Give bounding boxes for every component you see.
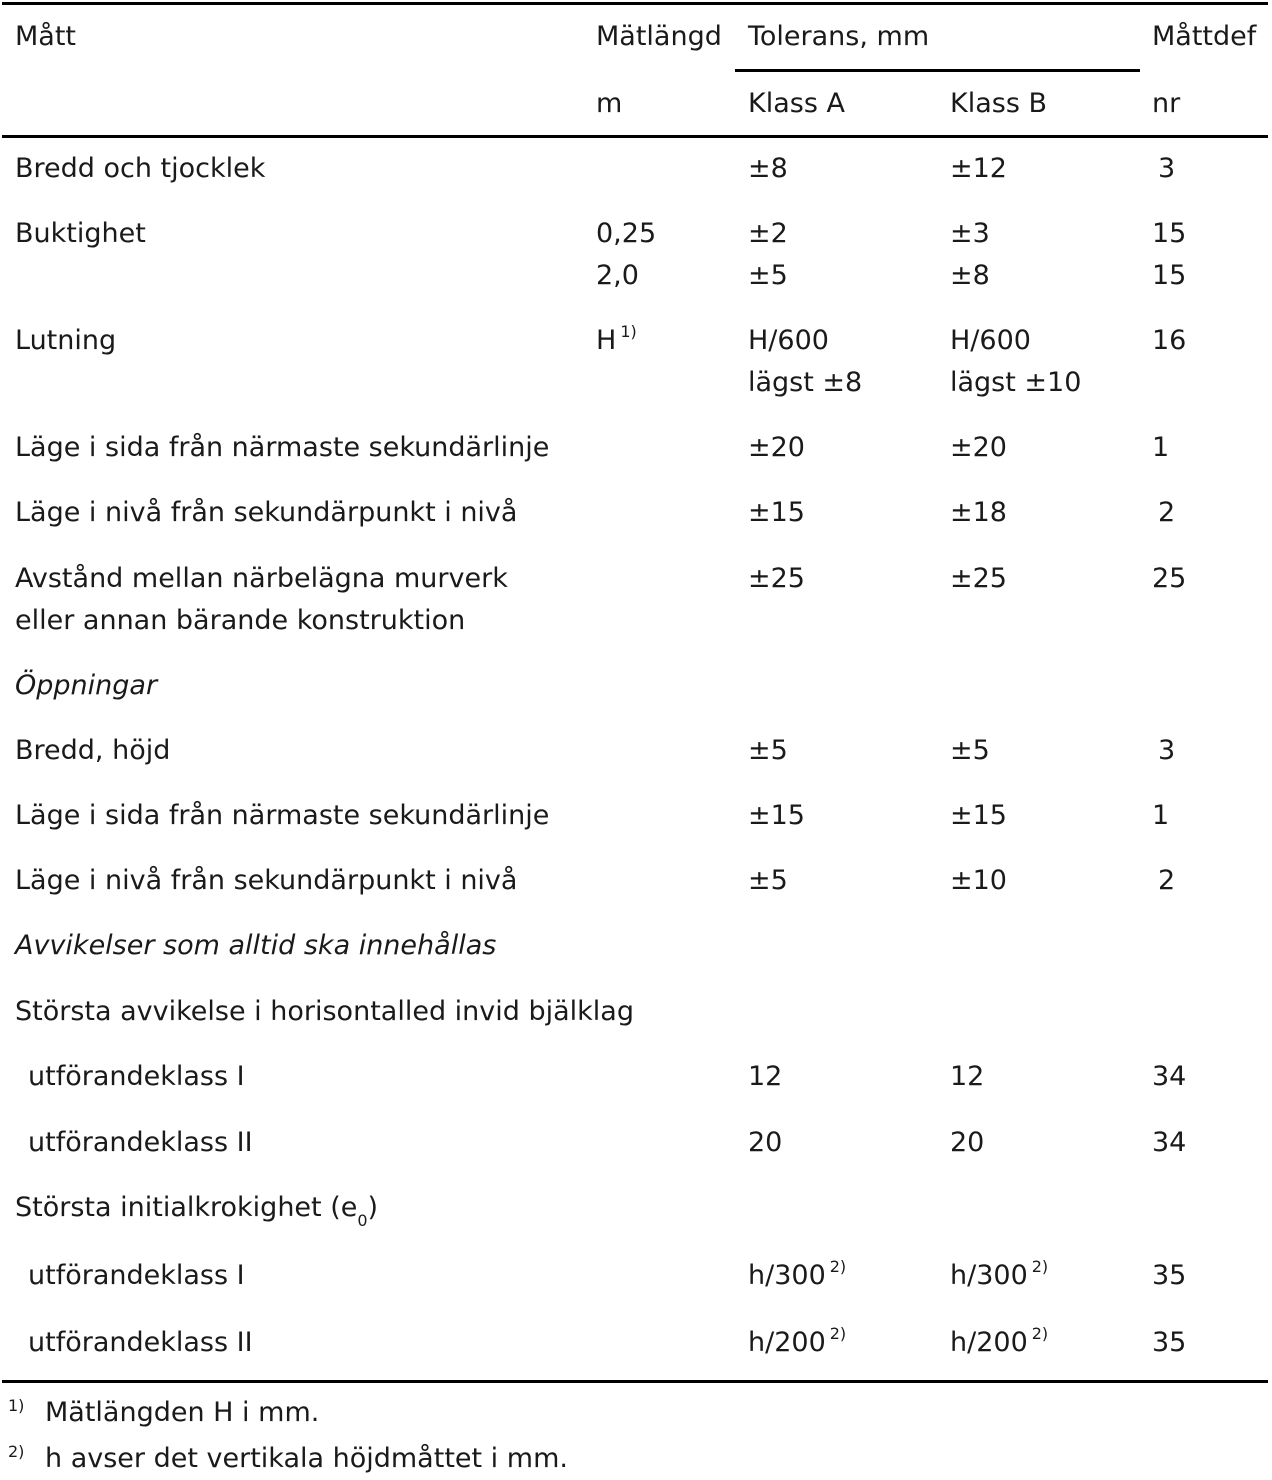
cell-klass-a: ±15 <box>748 800 805 831</box>
cell-mattdef: 35 <box>1152 1327 1187 1358</box>
table-bottom-rule <box>2 1380 1268 1383</box>
cell-klass-a: 12 <box>748 1061 783 1092</box>
section-title-oppningar: Öppningar <box>15 670 158 701</box>
cell-klass-a: H/600 <box>748 325 829 356</box>
row-label: Största avvikelse i horisontalled invid bjälklag <box>15 996 634 1027</box>
cell-mattdef: 25 <box>1152 563 1187 594</box>
cell-klass-b: ±5 <box>950 735 990 766</box>
footnote-ref-2: 2) <box>829 1257 847 1276</box>
cell-matlangd: H $^{1)}$ <box>596 322 637 356</box>
cell-mattdef: 15 <box>1152 218 1187 249</box>
row-label: Största initialkrokighet $(e_0)$ <box>15 1192 379 1231</box>
header-tolerans: Tolerans, mm <box>748 21 930 52</box>
subscript-zero: 0 <box>357 1211 368 1231</box>
header-mattdef: Måttdef <box>1152 21 1257 52</box>
cell-klass-b: ±15 <box>950 800 1007 831</box>
cell-klass-b: ±20 <box>950 432 1007 463</box>
cell-mattdef: 2 <box>1158 865 1176 896</box>
cell-mattdef: 35 <box>1152 1260 1187 1291</box>
cell-klass-a: ±5 <box>748 260 788 291</box>
cell-klass-b: ±25 <box>950 563 1007 594</box>
row-label: Läge i nivå från sekundärpunkt i nivå <box>15 497 518 528</box>
header-klass-b: Klass B <box>950 88 1047 119</box>
cell-klass-a: ±8 <box>748 153 788 184</box>
cell-klass-a: ±25 <box>748 563 805 594</box>
row-label: Buktighet <box>15 218 146 249</box>
cell-matlangd: 2,0 <box>596 260 639 291</box>
cell-matlangd: 0,25 <box>596 218 657 249</box>
footnote-ref-2: 2) <box>1031 1257 1049 1276</box>
row-label: Lutning <box>15 325 117 356</box>
cell-klass-b: lägst ±10 <box>950 367 1082 398</box>
footnote-text: h avser det vertikala höjdmåttet i mm. <box>45 1443 568 1474</box>
table-header-rule <box>2 135 1268 138</box>
cell-mattdef: 2 <box>1158 497 1176 528</box>
cell-klass-b: ±18 <box>950 497 1007 528</box>
row-label: Läge i sida från närmaste sekundärlinje <box>15 800 550 831</box>
footnote-text: Mätlängden H i mm. <box>45 1397 320 1428</box>
cell-klass-b: ±10 <box>950 865 1007 896</box>
cell-klass-b: h/200 $^{2)}$ <box>950 1324 1049 1358</box>
cell-mattdef: 3 <box>1158 153 1176 184</box>
header-matlangd: Mätlängd <box>596 21 722 52</box>
header-mattdef-unit: nr <box>1152 88 1181 119</box>
cell-klass-b: 12 <box>950 1061 985 1092</box>
cell-mattdef: 16 <box>1152 325 1187 356</box>
footnote-mark: 1) <box>8 1396 25 1415</box>
cell-klass-a: ±15 <box>748 497 805 528</box>
cell-mattdef: 34 <box>1152 1061 1187 1092</box>
row-label: eller annan bärande konstruktion <box>15 605 466 636</box>
cell-klass-b: H/600 <box>950 325 1031 356</box>
section-title-avvikelser: Avvikelser som alltid ska innehållas <box>15 930 497 961</box>
row-label: utförandeklass II <box>28 1127 253 1158</box>
footnote-ref-2: 2) <box>829 1324 847 1343</box>
row-label: Läge i nivå från sekundärpunkt i nivå <box>15 865 518 896</box>
row-label: utförandeklass II <box>28 1327 253 1358</box>
row-label: Bredd och tjocklek <box>15 153 266 184</box>
cell-klass-a: lägst ±8 <box>748 367 863 398</box>
cell-klass-b: 20 <box>950 1127 985 1158</box>
cell-mattdef: 1 <box>1152 432 1170 463</box>
header-matt: Mått <box>15 21 77 52</box>
header-matlangd-unit: m <box>596 88 623 119</box>
cell-klass-a: h/200 $^{2)}$ <box>748 1324 847 1358</box>
footnote-mark: 2) <box>8 1442 25 1461</box>
table-top-rule <box>2 2 1268 5</box>
row-label: Läge i sida från närmaste sekundärlinje <box>15 432 550 463</box>
footnote-ref-2: 2) <box>1031 1324 1049 1343</box>
cell-klass-b: h/300 $^{2)}$ <box>950 1257 1049 1291</box>
cell-klass-a: 20 <box>748 1127 783 1158</box>
cell-klass-b: ±12 <box>950 153 1007 184</box>
cell-klass-a: ±5 <box>748 865 788 896</box>
row-label: Avstånd mellan närbelägna murverk <box>15 563 508 594</box>
cell-mattdef: 15 <box>1152 260 1187 291</box>
header-klass-a: Klass A <box>748 88 845 119</box>
tolerance-header-rule <box>735 69 1140 72</box>
cell-klass-a: ±5 <box>748 735 788 766</box>
cell-klass-a: ±20 <box>748 432 805 463</box>
row-label: utförandeklass I <box>28 1061 245 1092</box>
cell-klass-b: ±8 <box>950 260 990 291</box>
cell-klass-b: ±3 <box>950 218 990 249</box>
row-label: Bredd, höjd <box>15 735 171 766</box>
cell-mattdef: 34 <box>1152 1127 1187 1158</box>
cell-klass-a: ±2 <box>748 218 788 249</box>
cell-mattdef: 3 <box>1158 735 1176 766</box>
footnote-ref-1: 1) <box>620 322 637 341</box>
cell-klass-a: h/300 $^{2)}$ <box>748 1257 847 1291</box>
row-label: utförandeklass I <box>28 1260 245 1291</box>
cell-mattdef: 1 <box>1152 800 1170 831</box>
